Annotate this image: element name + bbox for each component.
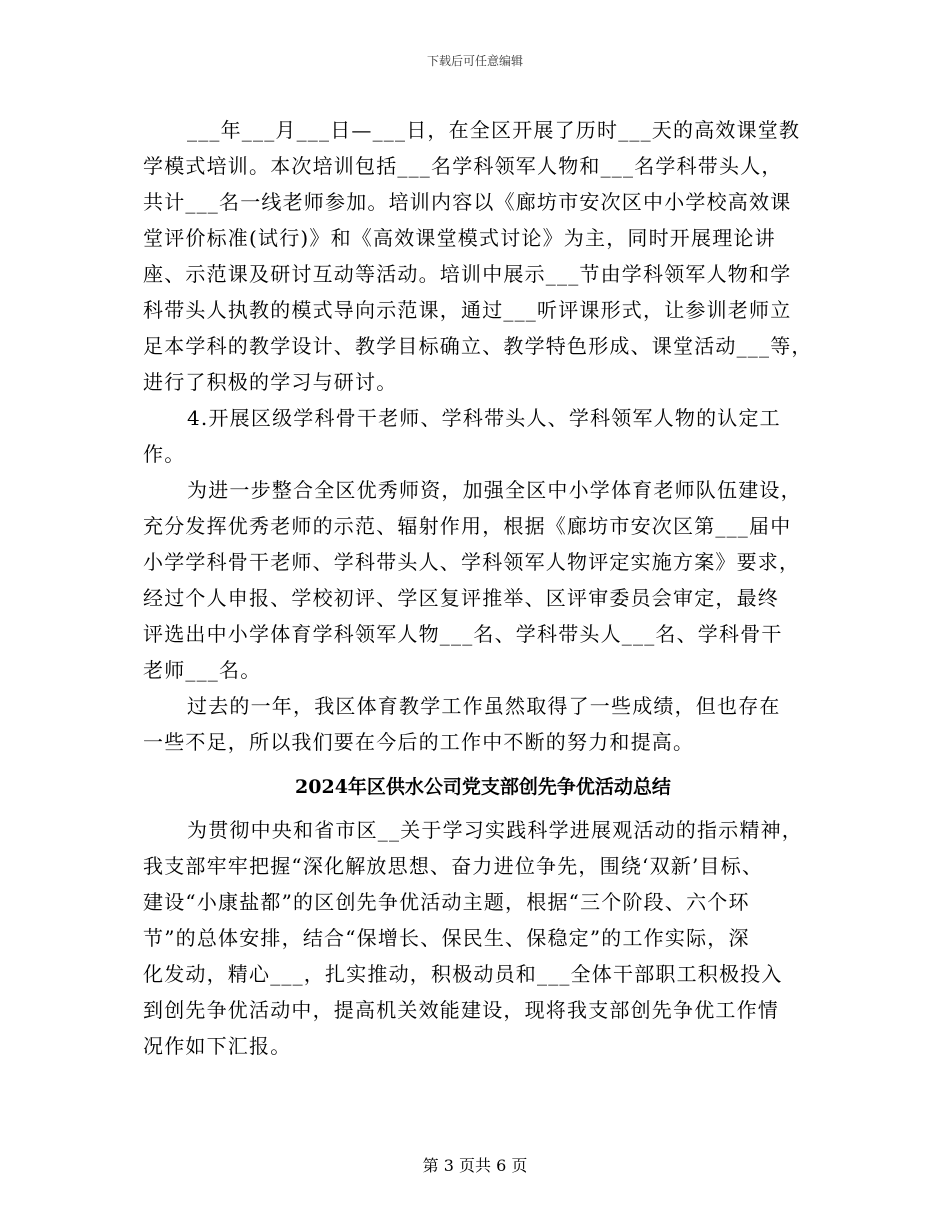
paragraph-line: 为进一步整合全区优秀师资，加强全区中小学体育老师队伍建设， (187, 478, 802, 502)
paragraph-line: 座、示范课及研讨互动等活动。培训中展示___节由学科领军人物和学 (143, 262, 792, 286)
paragraph-line: 经过个人申报、学校初评、学区复评推举、区评审委员会审定，最终 (143, 586, 779, 610)
paragraph-line: 建设“小康盐都”的区创先争优活动主题，根据“三个阶段、六个环 (143, 890, 750, 914)
paragraph-line: 化发动，精心___，扎实推动，积极动员和___全体干部职工积极投入 (143, 962, 783, 986)
paragraph-line: 足本学科的教学设计、教学目标确立、教学特色形成、课堂活动___等， (143, 334, 813, 358)
paragraph-line: 4.开展区级学科骨干老师、学科带头人、学科领军人物的认定工 (187, 406, 781, 430)
paragraph-line: 况作如下汇报。 (143, 1034, 292, 1058)
paragraph-line: 充分发挥优秀老师的示范、辐射作用，根据《廊坊市安次区第___届中 (143, 514, 792, 538)
paragraph-line: 小学学科骨干老师、学科带头人、学科领军人物评定实施方案》要求， (143, 550, 801, 574)
document-body (143, 112, 823, 1064)
paragraph-line: 评选出中小学体育学科领军人物___名、学科带头人___名、学科骨干 (143, 622, 783, 646)
paragraph-line: 一些不足，所以我们要在今后的工作中不断的努力和提高。 (143, 730, 695, 754)
paragraph-line: 学模式培训。本次培训包括___名学科领军人物和___名学科带头人， (143, 154, 783, 178)
paragraph-line: 我支部牢牢把握“深化解放思想、奋力进位争先，围绕‘双新’目标、 (143, 854, 764, 878)
paragraph-line: 到创先争优活动中，提高机关效能建设，现将我支部创先争优工作情 (143, 998, 779, 1022)
paragraph-line: 过去的一年，我区体育教学工作虽然取得了一些成绩，但也存在 (187, 694, 781, 718)
paragraph-line: 科带头人执教的模式导向示范课，通过___听评课形式，让参训老师立 (143, 298, 792, 322)
page-header: 下载后可任意编辑 (426, 54, 523, 68)
paragraph-line: 为贯彻中央和省市区__关于学习实践科学进展观活动的指示精神， (187, 818, 803, 842)
section-title: 2024年区供水公司党支部创先争优活动总结 (295, 776, 671, 798)
paragraph-line: 堂评价标准(试行)》和《高效课堂模式讨论》为主，同时开展理论讲 (143, 226, 776, 250)
paragraph-line: ___年___月___日—___日，在全区开展了历时___天的高效课堂教 (187, 118, 801, 142)
page-footer: 第 3 页共 6 页 (422, 1156, 528, 1175)
paragraph-line: 老师___名。 (143, 658, 262, 682)
paragraph-line: 共计___名一线老师参加。培训内容以《廊坊市安次区中小学校高效课 (143, 190, 792, 214)
paragraph-line: 作。 (143, 442, 186, 466)
paragraph-line: 进行了积极的学习与研讨。 (143, 370, 398, 394)
paragraph-line: 节”的总体安排，结合“保增长、保民生、保稳定”的工作实际，深 (143, 926, 750, 950)
